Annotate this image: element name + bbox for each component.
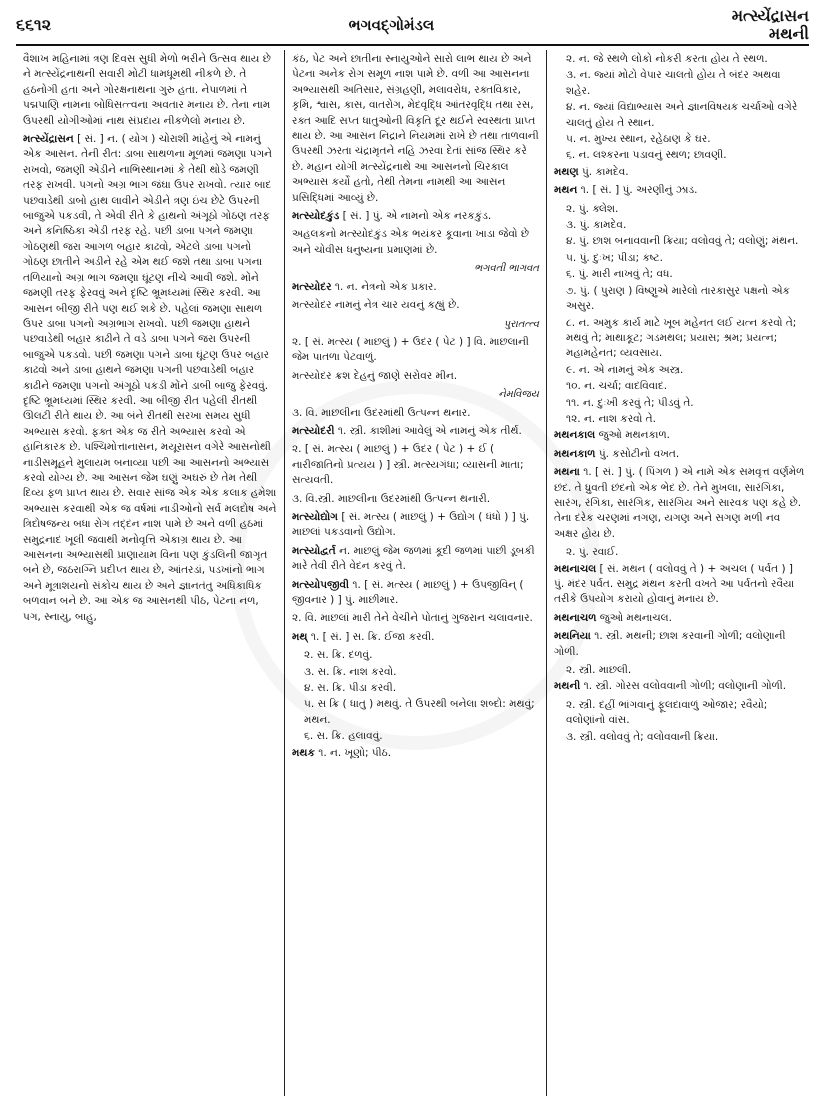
entry-sense [566,698,806,729]
definition-text: ૧૦. ન. ચર્ચા; વાદવિવાદ. [566,380,668,393]
definition-text: ૧. સ્ત્રી. મથની; છાશ કરવાની ગોળી; વલોણાની ગોળી. [554,630,786,658]
entry-sense [566,52,806,67]
citation-source: પુરાતત્ત્વ [503,318,539,330]
dictionary-entry [554,183,806,198]
definition-text: ૯. ન. એ નામનું એક અસ્ત્ર. [566,363,684,376]
dictionary-entry [292,746,539,761]
entry-sense [566,267,806,282]
headword: મથ્ [292,630,308,643]
dictionary-entry [554,679,806,694]
definition-text: [ સં. ] પું. એ નામનો એક નરકકુંડ. [342,210,492,223]
guide-word-first: મત્સ્યેંદ્રાસન [731,6,809,25]
definition-text: ૮. ન. અમુક કાર્ય માટે ખૂબ મહેનત લઈ યત્ન કરવો તે; મથવું તે; માથાકૂટ; ગડમથલ; પ્રયાસ; શ્રમ; પ્રયત્ન; મહામહેનત; વ્યવસાય. [566,316,797,360]
entry-sense [292,406,539,421]
headword: મત્સ્યોદ્યોગ [292,510,338,523]
headword: મત્સ્યોદકુંડ [292,210,340,223]
definition-text: ૧. ન. નેત્રનો એક પ્રકાર. [334,280,437,293]
headword: મથન [554,184,578,197]
dictionary-entry [292,544,539,575]
definition-text: ૩. પું. કામદેવ. [566,219,627,232]
definition-text: કંઠ, પેટ અને છાતીના સ્નાયુઓને સારો લાભ થાય છે અને પેટના અનેક રોગ સમૂળ નાશ પામે છે. વળી આ આસનના અભ્યાસથી અતિસાર, સંગ્રહણી, મલાવરોધ, રક્તવિકાર, કૃમિ, શ્વાસ, કાસ, વાતરોગ, મેદવૃદ્ધિ આંતરવૃદ્ધિ તથા રસ, રક્ત આદિ સપ્ત ધાતુઓની વિકૃતિ દૂર થઈને સ્વસ્થતા પ્રાપ્ત થાય છે. આ આસન નિદ્રાને નિયમમાં રાખે છે તથા તાળવાની ઉપરથી ઝરતા ચંદ્રામૃતને નહિ ઝરવા દેતાં સાંજ સ્થિર કરે છે. મહાન યોગી મત્સ્યેંદ્રનાથે આ આસનનો ચિરકાલ અભ્યાસ કર્યો હતો, તેથી તેમના નામથી આ આસન પ્રસિદ્ધિમાં આવ્યું છે. [292,53,539,204]
definition-text: ૧. ન. ખૂણો; પીઠ. [318,746,392,759]
definition-text: ૨. વિ. માછલાં મારી તેને વેચીને પોતાનું ગુજરાન ચલાવનાર. [292,612,533,625]
definition-text: જુઓ મથનાચલ. [599,611,672,624]
entry-sense [566,316,806,362]
dictionary-entry [554,428,806,443]
column-1 [16,50,284,1096]
citation-source: ભગવતી ભાગવત [474,263,539,275]
entry-sense [292,369,539,384]
definition-text: ૧. [ સં. ] પું. અરણીનું ઝાડ. [580,184,698,197]
definition-text: ૧. સ્ત્રી. કાશીમાં આવેલું એ નામનું એક તીર્થ. [337,424,522,437]
definition-text: પું. કામદેવ. [581,165,629,178]
definition-text: અહલકનો મત્સ્યોદકુંડ એક ભયંકર કૂવાના ખાડા જેવો છે અને ચોવીસ ધનુષ્યના પ્રમાણમાં છે. [292,228,529,256]
headword: મત્સ્યોદ્વર્ત [292,544,336,557]
entry-sense [566,545,806,560]
dictionary-entry [554,165,806,180]
definition-text: ૨. સ્ત્રી. માછલી. [566,664,632,677]
definition-text: ૪. પું. છાશ બનાવવાની ક્રિયા; વલોવવું તે; વલોણું; મંથન. [566,235,799,248]
definition-text: ૨. સ. ક્રિ. દળવું. [304,649,373,662]
page-number: ૬૬૧૨ [16,15,52,34]
guide-words [732,7,809,43]
definition-text: ૪. સ. ક્રિ. પીડા કરવી. [304,682,397,695]
citation-source: નેમવિજય [498,389,539,401]
entry-sense [566,379,806,394]
definition-text: ૫. પું. દુઃખ; પીડા; કષ્ટ. [566,251,663,264]
headword: મથના [554,466,580,479]
column-2 [284,50,547,1096]
entry-sense [566,202,806,217]
definition-text: ૬. ન. લશ્કરના પડાવનું સ્થળ; છાવણી. [566,149,727,162]
definition-text: ૧૨. ન. નાશ કરવો તે. [566,412,656,425]
dictionary-entry [292,578,539,609]
dictionary-entry [292,280,539,295]
dictionary-entry [554,629,806,660]
book-title: ભગવદ્ગોમંડલ [348,16,435,34]
definition-text: ૨. પું. ક્લેશ. [566,202,619,215]
entry-sense [566,100,806,131]
headword: મથનકાલ [554,429,596,442]
headword: મત્સ્યેંદ્રાસન [23,133,74,146]
definition-text: ૭. પું. ( પુરાણ ) વિષ્ણુએ મારેલો તારકાસુર પક્ષનો એક અસુર. [566,284,790,313]
dictionary-entry [554,611,806,626]
dictionary-entry [292,630,539,645]
entry-sense [292,611,539,626]
headword: મથની [554,680,581,693]
entry-sense [304,681,539,696]
definition-text: વૈશાખ મહિનામાં ત્રણ દિવસ સુધી મેળો ભરીને ઉત્સવ થાય છે ને મત્સ્યેંદ્રનાથની સવારી મોટી ધામધૂમથી નીકળે છે. તે હઠનોગી હતા અને ગોરક્ષનાથના ગુરુ હતા. નેપાળમાં તે પદ્મપાણિ નામના બોધિસત્ત્વના અવતાર મનાય છે. તેના નામ ઉપરથી યોગીઓમાં નાથ સંપ્રદાય નીકળેલો મનાય છે. [23,53,271,127]
definition-text: ૩. વિ. માછલીના ઉદરમાંથી ઉત્પન્ન થનાર. [292,406,471,419]
headword: મથનાચલ [554,562,597,575]
definition-text: ૩. ન. જ્યાં મોટો વેપાર ચાલતો હોય તે બંદર અથવા શહેર. [566,69,781,97]
entry-sense [566,234,806,249]
column-3 [547,50,813,1096]
definition-text: ૧૧. ન. દુઃખી કરવું તે; પીડવું તે. [566,396,694,409]
entry-sense [566,396,806,411]
entry-sense [566,363,806,378]
entry-sense [566,663,806,678]
entry-sense [566,148,806,163]
definition-text: [ સં. ] ન. ( યોગ ) ચોરાશી માંહેનું એ નામનું એક આસન. તેની રીત: ડાબા સાથળના મૂળમાં જમણા પગને રાખવો, જમણી એડીને નાભિસ્થાનમાં કે તેથી થોડે જમણી તરફ રાખવી. પગનો અગ્ર ભાગ જંઘા ઉપર રાખવો. ત્યાર બાદ પછવાડેથી ડાબો હાથ લાવીને એડીને ત્રણ ઇંચ છેટે ઉપરની બાજુએ પકડવી, તે એવી રીતે કે હાથનો અંગૂઠો ગોઠણ તરફ અને કનિષ્ઠિકા એડી તરફ રહે. પછી ડાબા પગને જમણા ગોઠણથી જરા આગળ બહાર કાઢવો, એટલે ડાબા પગનો ગોઠણ છાતીને અડીને રહે એમ થઈ જશે તથા ડાબા પગના તળિયાનો અગ્ર ભાગ જમણા ઘૂંટણ નીચે આવી જશે. મોંને જમણી તરફ ફેરવવું અને દૃષ્ટિ ભ્રૂમધ્યમાં સ્થિર કરવી. આ આસન બીજી રીતે પણ થઈ શકે છે. પહેલાં જમણા સાથળ ઉપર ડાબા પગનો અગ્રભાગ રાખવો. પછી જમણા હાથને પછવાડેથી બહાર કાઢીને તે વડે ડાબા પગને જરા ઉપરની બાજુએ પકડવો. પછી જમણા પગને ડાબા ઘૂંટણ ઉપર બહાર કાઢવો અને ડાબા હાથને જમણા પગની પછવાડેથી બહાર કાઢીને જમણા પગનો અંગૂઠો પકડી મોંને ડાબી બાજુ ફેરવવું. દૃષ્ટિ ભ્રૂમધ્યમાં સ્થિર કરવી. આ બીજી રીત પહેલી રીતથી ઊલટી રીતે થાય છે. આ બંને રીતથી સરખા સમય સુધી અભ્યાસ કરવો. ફક્ત એક જ રીતે અભ્યાસ કરવો એ હાનિકારક છે. પશ્ચિમોત્તાનાસન, મયૂરાસન વગેરે આસનોથી નાડીસમૂહને મુલાયમ બનાવ્યા પછી આ આસનનો અભ્યાસ કરવો યોગ્ય છે. આ આસન જેમ ઘણું અઘરું છે તેમ તેથી દિવ્ય ફળ પ્રાપ્ત થાય છે. સવાર સાંજ એક એક કલાક હમેશા અભ્યાસ કરવાથી એક જ વર્ષમાં નાડીઓનો સર્વ મલદોષ અને ત્રિદોષજન્ય બધા રોગ તદ્દન નાશ પામે છે અને વળી હઠમાં સમુદ્રનાદ ખૂલી જવાથી મનોવૃત્તિ એકાગ્ર થાય છે. આ આસનના અભ્યાસથી પ્રાણાયામ વિના પણ કુંડલિની જાગૃત બને છે, જઠરાગ્નિ પ્રદીપ્ત થાય છે, આંતરડાં, પડખાંનો ભાગ અને મૂત્રાશયનો સંકોચ થાય છે અને જ્ઞાનતંતુ અધિકાધિક બળવાન બને છે. આ એક જ આસનથી પીઠ, પેટના નળ, પગ, સ્નાયુ, બાહુ, [23,133,277,623]
definition-text: ૧. સ્ત્રી. ગોરસ વલોવવાની ગોળી; વલોણાની ગોળી. [583,680,787,693]
definition-text: પું. કસોટીનો વખત. [598,447,680,460]
headword: મથનિયા [554,630,591,643]
dictionary-columns [16,50,813,1096]
dictionary-entry [292,424,539,439]
entry-sense [292,227,539,258]
headword: મત્સ્યોપજીવી [292,578,350,591]
entry-sense [566,412,806,427]
entry-sense [566,132,806,147]
dictionary-entry [292,209,539,224]
entry-sense [566,68,806,99]
entry-sense [566,251,806,266]
entry-sense [292,298,539,313]
entry-sense [566,218,806,233]
definition-text: ૪. ન. જ્યાં વિદ્યાભ્યાસ અને જ્ઞાનવિષયક ચર્ચાઓ વગેરે ચાલતું હોય તે સ્થાન. [566,101,798,129]
entry-sense [292,442,539,488]
definition-text: ૧. [ સં. ] સ. ક્રિ. ઈજા કરવી. [310,630,435,643]
headword: મથનકાળ [554,447,596,460]
definition-text: ૬. સ. ક્રિ. હલાવવું. [304,730,383,743]
definition-text: ૫. સ ક્રિ ( ધાતુ ) મથવું. તે ઉપરથી બનેલા શબ્દો: મથવું; મથન. [304,698,535,726]
definition-text: ૨. [ સં. મત્સ્ય ( માછલું ) + ઉદર ( પેટ ) ] વિ. માછલાની જેમ પાતળા પેટવાળું. [292,335,529,364]
definition-text: ૫. ન. મુખ્ય સ્થાન, રહેઠાણ કે ઘર. [566,133,711,146]
headword: મત્સ્યોદરી [292,424,335,437]
definition-text: ૬. પું. મારી નાખવું તે; વધ. [566,268,673,281]
dictionary-entry [554,465,806,542]
dictionary-entry [554,562,806,608]
page-header [16,6,809,43]
dictionary-entry [23,132,277,625]
headword: મથણ [554,165,579,178]
entry-sense [292,335,539,366]
definition-text: ૩. વિ.સ્ત્રી. માછલીના ઉદરમાંથી ઉત્પન્ન થનારી. [292,492,491,505]
dictionary-entry [554,447,806,462]
definition-text: ૧. [ સં. મત્સ્ય ( માછલું ) + ઉપજીવિન્ ( જીવનાર ) ] પું. માછીમાર. [292,578,524,606]
definition-text: ૨. [ સં. મત્સ્ય ( માછલું ) + ઉદર ( પેટ ) + ઈ ( નારીજાતિનો પ્રત્યય ) ] સ્ત્રી. મત્સ્યગંધા; વ્યાસની માતા; સત્યવતી. [292,443,524,487]
definition-text: ૨. પું. રવાઈ. [566,546,619,559]
definition-text: ૨. ન. જે સ્થળે લોકો નોકરી કરતા હોય તે સ્થળ. [566,53,768,65]
definition-text: ન. માછલું જેમ જળમાં કૂદી જળમાં પાછી ડૂબકી મારે તેવી રીતે વેદન કરવું તે. [292,544,535,573]
definition-text: [ સં. મથન ( વલોવવું તે ) + અચલ ( પર્વત ) ] પું. મંદર પર્વત. સમુદ્ર મંથન કરતી વખતે આ પર્વતનો રવૈયા તરીકે ઉપયોગ કરાયો હોવાનું મનાય છે. [554,562,795,606]
dictionary-entry [292,510,539,541]
headword: મથક [292,746,315,759]
entry-sense [292,52,539,206]
guide-word-last: મથની [768,24,809,43]
entry-sense [566,730,806,745]
entry-sense [292,492,539,507]
headword: મત્સ્યોદર [292,280,332,293]
definition-text: ૩. સ્ત્રી. વલોવવું તે; વલોવવાની ક્રિયા. [566,730,719,743]
entry-sense [566,284,806,315]
definition-text: ૨. સ્ત્રી. દહીં ભાંગવાનું ફૂલદાવાળું ઓજાર; રવૈયો; વલોણાંનો વાંસ. [566,698,768,727]
definition-text: ૩. સ. ક્રિ. નાશ કરવો. [304,665,397,678]
definition-text: જુઓ મથનકાળ. [598,429,670,442]
entry-sense [23,52,277,129]
header-rule [16,44,809,46]
entry-sense [304,648,539,663]
definition-text: મત્સ્યોદર નામનું નેત્ર ચાર યવનું કહ્યું છે. [292,299,460,312]
headword: મથનાચળ [554,611,597,624]
definition-text: ૧. [ સં. ] પું. ( પિંગળ ) એ નામે એક સમવૃત્ત વર્ણમેળ છંદ. તે ધ્રુવતી છંદનો એક ભેદ છે. તેને મુખલા, સારંગિકા, સારંગ, રંગિકા, સારંગિક, સારંગિય અને સારવક પણ કહે છે. તેના દરેક ચરણમાં નગણ, યગણ અને સગણ મળી નવ અક્ષર હોય છે. [554,466,805,540]
definition-text: મત્સ્યોદર ક્રશ દેહનું જાણે સરોવર મીન. [292,369,458,382]
entry-sense [304,697,539,728]
entry-sense [304,729,539,744]
definition-text: [ સં. મત્સ્ય ( માછલું ) + ઉદ્યોગ ( ધંધો ) ] પું. માછલાં પકડવાનો ઉદ્યોગ. [292,510,530,539]
entry-sense [304,665,539,680]
